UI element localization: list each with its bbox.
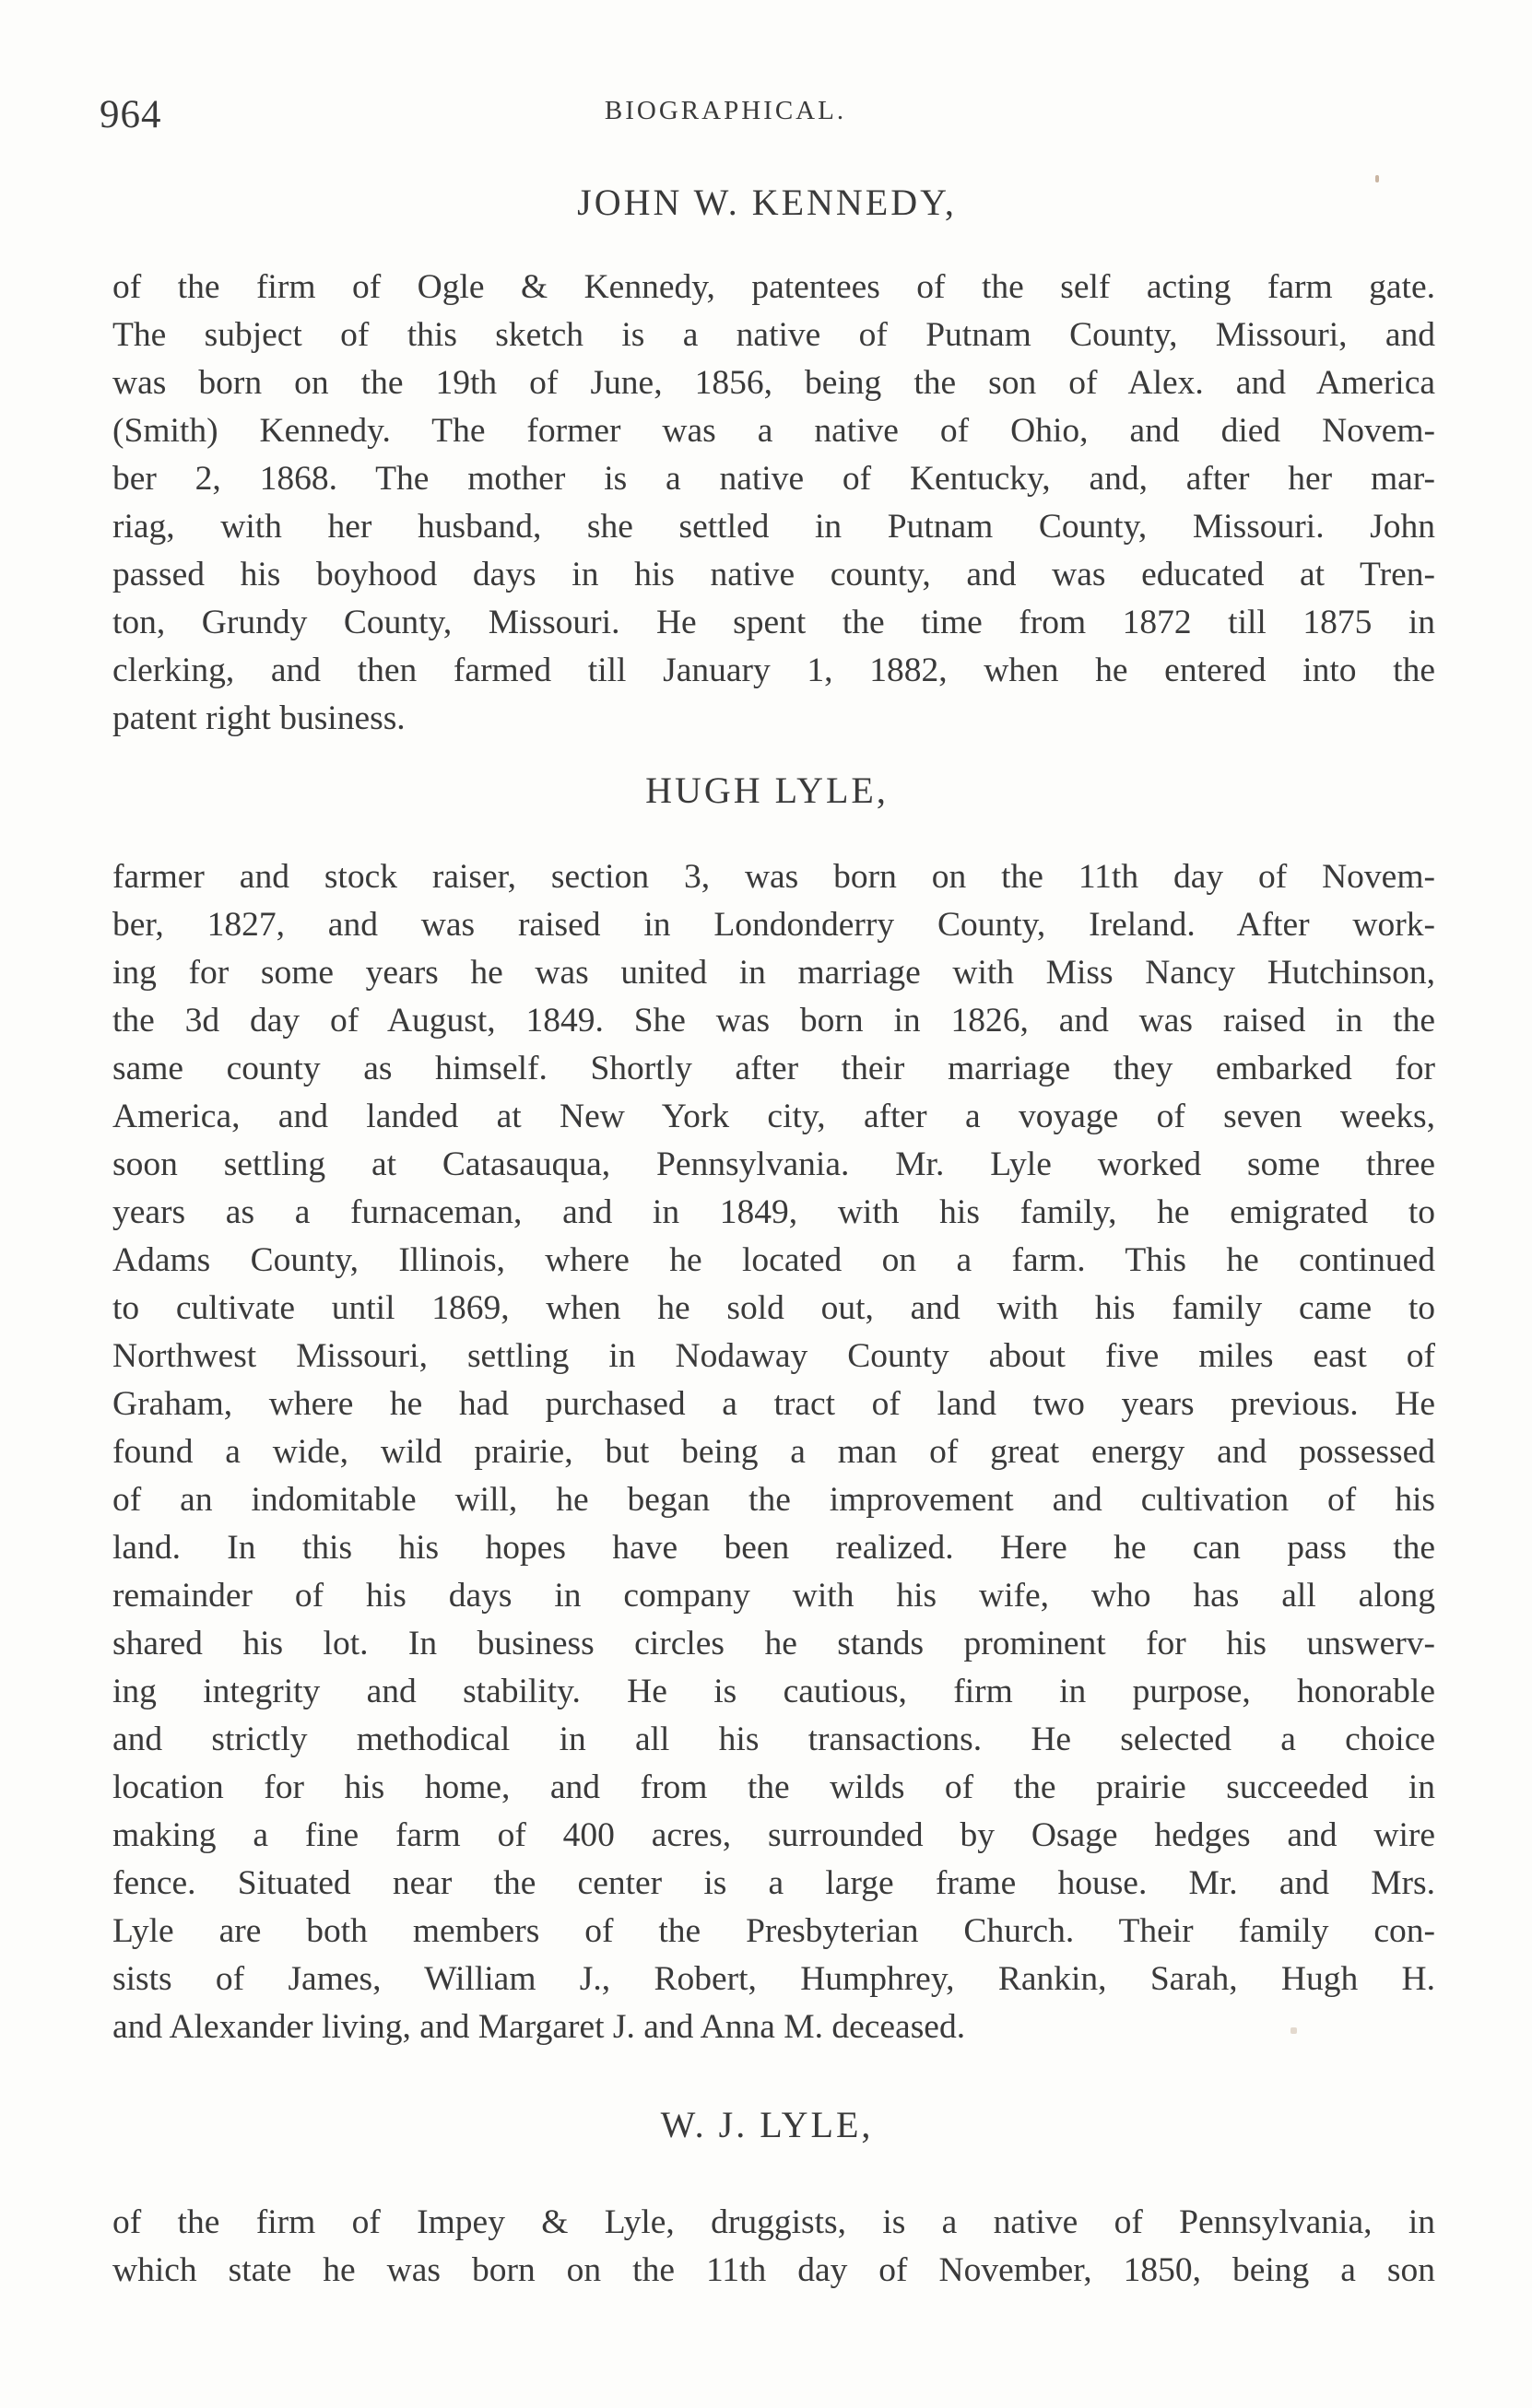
- text-line: and strictly methodical in all his transactions. He selected a choice: [112, 1721, 1435, 1758]
- text-line: fence. Situated near the center is a large frame house. Mr. and Mrs.: [112, 1864, 1435, 1902]
- text-line: (Smith) Kennedy. The former was a native of Ohio, and died Novem-: [112, 412, 1435, 450]
- text-line: passed his boyhood days in his native county, and was educated at Tren-: [112, 556, 1435, 593]
- text-line: America, and landed at New York city, after a voyage of seven weeks,: [112, 1098, 1435, 1135]
- text-line: of the firm of Ogle & Kennedy, patentees of the self acting farm gate.: [112, 268, 1435, 306]
- text-line: farmer and stock raiser, section 3, was born on the 11th day of Novem-: [112, 858, 1435, 896]
- text-line: ton, Grundy County, Missouri. He spent the time from 1872 till 1875 in: [112, 604, 1435, 641]
- text-line: riag, with her husband, she settled in Putnam County, Missouri. John: [112, 508, 1435, 546]
- section-heading-kennedy: JOHN W. KENNEDY,: [577, 182, 957, 223]
- text-line: patent right business.: [112, 699, 406, 737]
- text-line: shared his lot. In business circles he stands prominent for his unswerv-: [112, 1625, 1435, 1662]
- text-line: soon settling at Catasauqua, Pennsylvania. Mr. Lyle worked some three: [112, 1145, 1435, 1183]
- page-number: 964: [100, 93, 162, 136]
- text-line: Adams County, Illinois, where he located on a farm. This he continued: [112, 1241, 1435, 1279]
- text-line: was born on the 19th of June, 1856, being the son of Alex. and America: [112, 364, 1435, 402]
- running-title: BIOGRAPHICAL.: [604, 96, 847, 125]
- section-body-kennedy: [112, 264, 1435, 743]
- text-line: the 3d day of August, 1849. She was born in 1826, and was raised in the: [112, 1002, 1435, 1040]
- text-line: ing for some years he was united in marriage with Miss Nancy Hutchinson,: [112, 954, 1435, 992]
- text-line: Northwest Missouri, settling in Nodaway County about five miles east of: [112, 1337, 1435, 1375]
- text-line: sists of James, William J., Robert, Humphrey, Rankin, Sarah, Hugh H.: [112, 1960, 1435, 1998]
- text-line: ber, 1827, and was raised in Londonderry County, Ireland. After work-: [112, 906, 1435, 944]
- text-line: location for his home, and from the wilds of the prairie succeeded in: [112, 1768, 1435, 1806]
- text-line: remainder of his days in company with his wife, who has all along: [112, 1577, 1435, 1615]
- text-line: The subject of this sketch is a native of Putnam County, Missouri, and: [112, 316, 1435, 354]
- section-heading-hugh-lyle: HUGH LYLE,: [645, 769, 889, 811]
- ink-speck: [1290, 2027, 1297, 2034]
- text-line: making a fine farm of 400 acres, surrounded by Osage hedges and wire: [112, 1816, 1435, 1854]
- section-body-wj-lyle: [112, 2199, 1435, 2295]
- section-heading-wj-lyle: W. J. LYLE,: [660, 2104, 874, 2145]
- text-line: ing integrity and stability. He is cautious, firm in purpose, honorable: [112, 1673, 1435, 1710]
- text-line: same county as himself. Shortly after their marriage they embarked for: [112, 1050, 1435, 1087]
- text-line: years as a furnaceman, and in 1849, with his family, he emigrated to: [112, 1193, 1435, 1231]
- text-line: to cultivate until 1869, when he sold out, and with his family came to: [112, 1289, 1435, 1327]
- text-line: found a wide, wild prairie, but being a man of great energy and possessed: [112, 1433, 1435, 1471]
- text-line: and Alexander living, and Margaret J. and Anna M. deceased.: [112, 2008, 966, 2046]
- text-line: Lyle are both members of the Presbyterian Church. Their family con-: [112, 1912, 1435, 1950]
- text-line: ber 2, 1868. The mother is a native of Kentucky, and, after her mar-: [112, 460, 1435, 498]
- text-line: of an indomitable will, he began the improvement and cultivation of his: [112, 1481, 1435, 1519]
- text-line: Graham, where he had purchased a tract of land two years previous. He: [112, 1385, 1435, 1423]
- text-line: which state he was born on the 11th day of November, 1850, being a son: [112, 2251, 1435, 2289]
- running-head: [96, 92, 1438, 147]
- text-line: land. In this his hopes have been realized. Here he can pass the: [112, 1529, 1435, 1567]
- section-body-hugh-lyle: [112, 853, 1435, 2051]
- text-line: clerking, and then farmed till January 1, 1882, when he entered into the: [112, 652, 1435, 689]
- text-line: of the firm of Impey & Lyle, druggists, is a native of Pennsylvania, in: [112, 2203, 1435, 2241]
